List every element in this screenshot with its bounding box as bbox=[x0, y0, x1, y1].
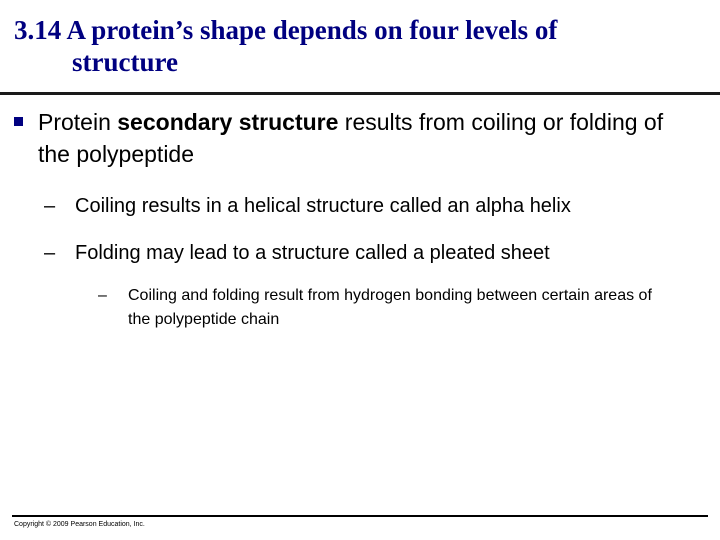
sub-bullet bbox=[44, 240, 704, 266]
sub-sub-bullet-text: Coiling and folding result from hydrogen bonding between certain areas of the polypeptide chain bbox=[128, 287, 652, 328]
sub-bullet-text: Coiling results in a helical structure called an alpha helix bbox=[75, 195, 571, 217]
slide-title-line2: structure bbox=[72, 47, 178, 77]
main-bullet bbox=[14, 106, 694, 170]
main-bullet-text-end: results from coiling or folding of the polypeptide bbox=[38, 109, 664, 167]
footer-divider bbox=[12, 515, 708, 517]
square-bullet-icon bbox=[14, 117, 23, 126]
main-bullet-bold-term: secondary structure bbox=[117, 109, 339, 135]
copyright-footer: Copyright © 2009 Pearson Education, Inc. bbox=[14, 521, 145, 528]
dash-bullet-icon: – bbox=[44, 195, 56, 217]
sub-bullet-text: Folding may lead to a structure called a pleated sheet bbox=[75, 242, 550, 264]
dash-bullet-icon: – bbox=[44, 242, 56, 264]
main-bullet-text bbox=[38, 106, 694, 170]
sub-bullet bbox=[44, 193, 704, 219]
main-bullet-text-start: Protein bbox=[38, 109, 118, 135]
sub-sub-bullet bbox=[98, 284, 678, 332]
slide-title-line1: 3.14 A protein’s shape depends on four levels of bbox=[14, 15, 558, 45]
dash-bullet-icon: – bbox=[98, 287, 107, 304]
title-divider bbox=[0, 92, 720, 95]
slide-title bbox=[14, 14, 704, 78]
